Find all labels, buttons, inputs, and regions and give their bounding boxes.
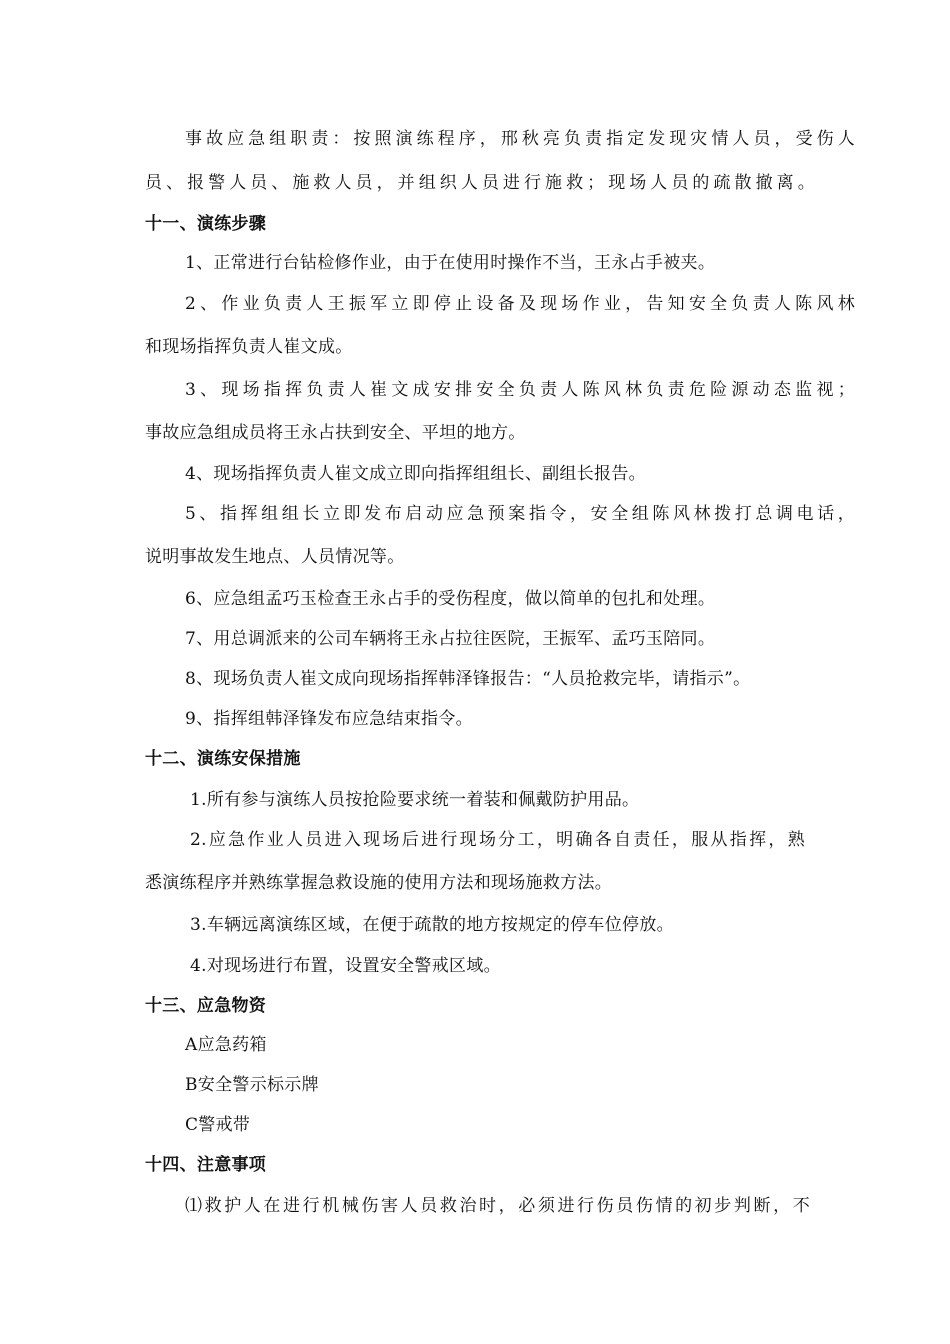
supply-item: C警戒带	[185, 1115, 251, 1135]
paragraph-line: 事故应急组职责：按照演练程序，邢秋亮负责指定发现灾情人员，受伤人	[185, 129, 855, 149]
step-item: 8、现场负责人崔文成向现场指挥韩泽锋报告：“人员抢救完毕，请指示”。	[185, 669, 751, 689]
step-item: 4、现场指挥负责人崔文成立即向指挥组组长、副组长报告。	[185, 464, 646, 484]
paragraph-line: 事故应急组成员将王永占扶到安全、平坦的地方。	[145, 423, 526, 443]
step-item: 9、指挥组韩泽锋发布应急结束指令。	[185, 709, 473, 729]
measure-item: 1.所有参与演练人员按抢险要求统一着装和佩戴防护用品。	[190, 790, 640, 810]
section-heading: 十一、演练步骤	[145, 214, 267, 234]
paragraph-line: 员、报警人员、施救人员，并组织人员进行施救；现场人员的疏散撤离。	[145, 173, 815, 193]
supply-item: A应急药箱	[185, 1035, 267, 1055]
measure-item: 4.对现场进行布置，设置安全警戒区域。	[190, 956, 501, 976]
section-heading: 十二、演练安保措施	[145, 749, 301, 769]
measure-item: 3.车辆远离演练区域，在便于疏散的地方按规定的停车位停放。	[190, 915, 674, 935]
step-item: 2、作业负责人王振军立即停止设备及现场作业，告知安全负责人陈风林	[185, 294, 855, 314]
paragraph-line: 说明事故发生地点、人员情况等。	[145, 547, 405, 567]
step-item: 5、指挥组组长立即发布启动应急预案指令，安全组陈风林拨打总调电话，	[185, 504, 855, 524]
section-heading: 十三、应急物资	[145, 996, 267, 1016]
step-item: 1、正常进行台钻检修作业，由于在使用时操作不当，王永占手被夹。	[185, 253, 716, 273]
step-item: 6、应急组孟巧玉检查王永占手的受伤程度，做以简单的包扎和处理。	[185, 589, 716, 609]
step-item: 7、用总调派来的公司车辆将王永占拉往医院，王振军、孟巧玉陪同。	[185, 629, 716, 649]
supply-item: B安全警示标示牌	[185, 1075, 319, 1095]
paragraph-line: 和现场指挥负责人崔文成。	[145, 337, 353, 357]
paragraph-line: 悉演练程序并熟练掌握急救设施的使用方法和现场施救方法。	[145, 873, 613, 893]
step-item: 3、现场指挥负责人崔文成安排安全负责人陈风林负责危险源动态监视；	[185, 380, 855, 400]
measure-item: 2.应急作业人员进入现场后进行现场分工，明确各自责任，服从指挥，熟	[190, 830, 805, 850]
note-item: ⑴救护人在进行机械伤害人员救治时，必须进行伤员伤情的初步判断，不	[185, 1196, 810, 1216]
section-heading: 十四、注意事项	[145, 1155, 267, 1175]
